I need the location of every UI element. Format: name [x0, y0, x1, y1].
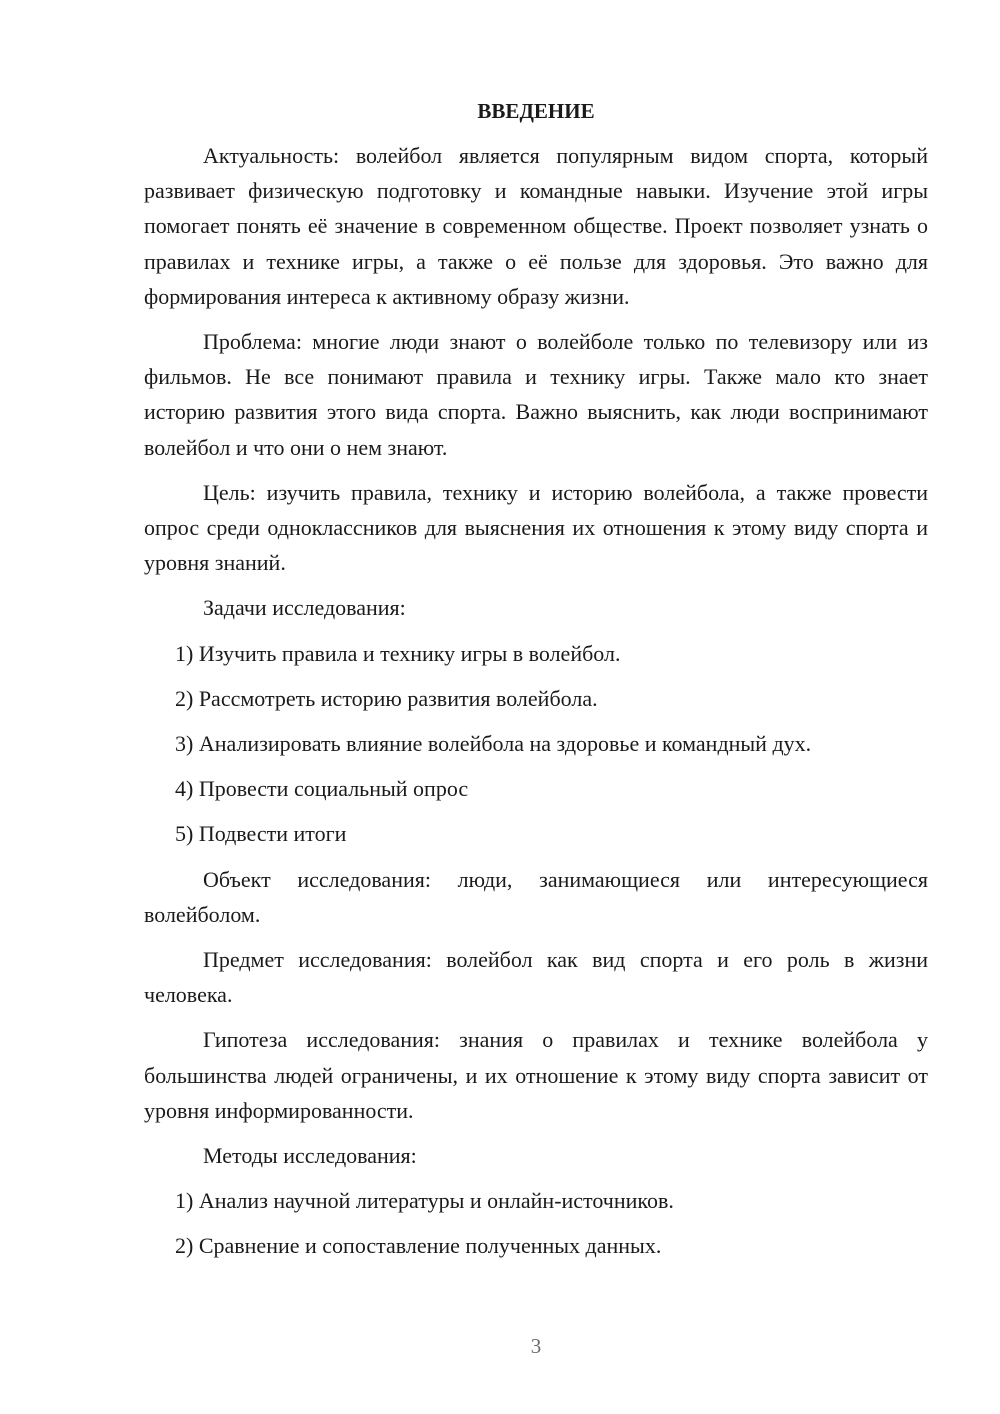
paragraph-goal: Цель: изучить правила, технику и историю волейбола, а также провести опрос среди одноклассников для выяснения их отношения к этому виду спорта и уровня знаний.: [144, 479, 928, 576]
list-item: 1) Анализ научной литературы и онлайн-источников.: [175, 1188, 674, 1214]
list-item: 5) Подвести итоги: [175, 821, 347, 847]
page-number: 3: [530, 1334, 542, 1358]
list-item: 2) Рассмотреть историю развития волейбола.: [175, 685, 598, 711]
list-item: 1) Изучить правила и технику игры в волейбол.: [175, 640, 621, 666]
paragraph-problem: Проблема: многие люди знают о волейболе только по телевизору или из фильмов. Не все понимают правила и технику игры. Также мало кто знает историю развития этого вида спорта. Важно выяснить, как люди воспринимают волейбол и что они о нем знают.: [144, 329, 928, 460]
tasks-list: [144, 636, 928, 852]
list-item: 2) Сравнение и сопоставление полученных данных.: [175, 1233, 662, 1259]
page-title: ВВЕДЕНИЕ: [477, 99, 595, 123]
methods-heading: Методы исследования:: [203, 1143, 417, 1169]
list-item: 3) Анализировать влияние волейбола на здоровье и командный дух.: [175, 731, 812, 757]
list-item: 4) Провести социальный опрос: [175, 776, 469, 802]
document-page: [144, 96, 928, 1274]
paragraph-relevance: Актуальность: волейбол является популярным видом спорта, который развивает физическую подготовку и командные навыки. Изучение этой игры помогает понять её значение в современном обществе. Проект позволяет узнать о правилах и технике игры, а также о её пользе для здоровья. Это важно для формирования интереса к активному образу жизни.: [144, 143, 928, 309]
methods-list: [144, 1183, 928, 1263]
paragraph-hypothesis: Гипотеза исследования: знания о правилах и технике волейбола у большинства людей ограничены, и их отношение к этому виду спорта зависит от уровня информированности.: [144, 1027, 928, 1123]
paragraph-object: Объект исследования: люди, занимающиеся или интересующиеся волейболом.: [144, 866, 928, 927]
paragraph-subject: Предмет исследования: волейбол как вид спорта и его роль в жизни человека.: [144, 947, 928, 1008]
tasks-heading: Задачи исследования:: [203, 595, 406, 621]
